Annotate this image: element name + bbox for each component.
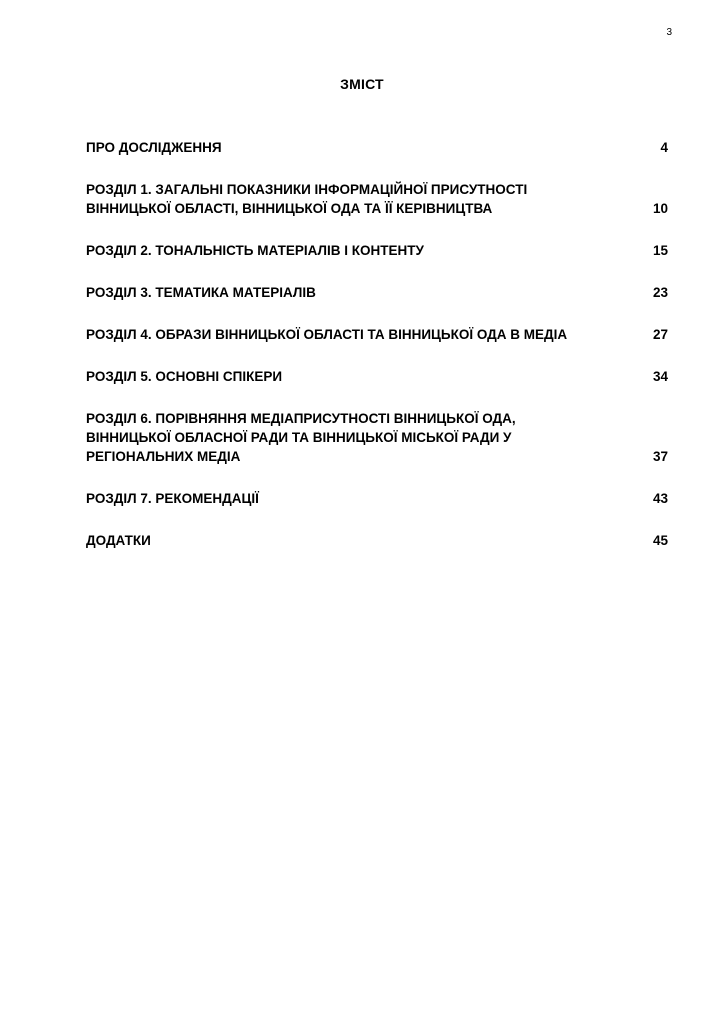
toc-entry[interactable]	[86, 180, 668, 218]
toc-entry-page-number: 34	[652, 369, 668, 384]
toc-entry-page-number: 43	[652, 491, 668, 506]
toc-entry-page-number: 37	[652, 449, 668, 464]
table-of-contents	[86, 138, 668, 573]
toc-entry-label-line: РОЗДІЛ 2. ТОНАЛЬНІСТЬ МАТЕРІАЛІВ І КОНТЕНТУ	[86, 243, 424, 258]
toc-entry-label	[86, 531, 644, 550]
toc-entry-label-line: ВІННИЦЬКОЇ ОБЛАСТІ, ВІННИЦЬКОЇ ОДА ТА ЇЇ КЕРІВНИЦТВА	[86, 201, 493, 216]
page-number: 3	[666, 27, 672, 38]
toc-entry-label-line: ДОДАТКИ	[86, 533, 151, 548]
toc-entry-page-number: 23	[652, 285, 668, 300]
toc-entry[interactable]	[86, 283, 668, 302]
toc-entry[interactable]	[86, 325, 668, 344]
toc-entry-label-line: РОЗДІЛ 7. РЕКОМЕНДАЦІЇ	[86, 491, 259, 506]
toc-entry-label	[86, 283, 644, 302]
toc-entry-label	[86, 489, 644, 508]
toc-entry[interactable]	[86, 531, 668, 550]
toc-entry-label	[86, 409, 644, 466]
toc-entry[interactable]	[86, 138, 668, 157]
toc-entry-page-number: 15	[652, 243, 668, 258]
toc-entry-label	[86, 180, 644, 218]
toc-entry[interactable]	[86, 489, 668, 508]
toc-entry-label-line: ВІННИЦЬКОЇ ОБЛАСНОЇ РАДИ ТА ВІННИЦЬКОЇ МІСЬКОЇ РАДИ У	[86, 430, 512, 445]
toc-entry-label-line: РЕГІОНАЛЬНИХ МЕДІА	[86, 449, 241, 464]
toc-entry-label	[86, 367, 644, 386]
toc-entry-page-number: 4	[660, 140, 668, 155]
toc-entry-label-line: ПРО ДОСЛІДЖЕННЯ	[86, 140, 222, 155]
toc-entry-page-number: 10	[652, 201, 668, 216]
toc-entry-page-number: 27	[652, 327, 668, 342]
toc-entry-label	[86, 138, 644, 157]
toc-entry-label-line: РОЗДІЛ 6. ПОРІВНЯННЯ МЕДІАПРИСУТНОСТІ ВІННИЦЬКОЇ ОДА,	[86, 411, 516, 426]
toc-entry-label	[86, 241, 644, 260]
toc-entry-label-line: РОЗДІЛ 3. ТЕМАТИКА МАТЕРІАЛІВ	[86, 285, 316, 300]
toc-title: ЗМІСТ	[340, 76, 384, 92]
toc-entry[interactable]	[86, 241, 668, 260]
toc-entry[interactable]	[86, 409, 668, 466]
toc-entry-label-line: РОЗДІЛ 1. ЗАГАЛЬНІ ПОКАЗНИКИ ІНФОРМАЦІЙНОЇ ПРИСУТНОСТІ	[86, 182, 528, 197]
toc-entry-page-number: 45	[652, 533, 668, 548]
toc-entry-label-line: РОЗДІЛ 5. ОСНОВНІ СПІКЕРИ	[86, 369, 283, 384]
toc-entry-label	[86, 325, 644, 344]
toc-entry[interactable]	[86, 367, 668, 386]
toc-entry-label-line: РОЗДІЛ 4. ОБРАЗИ ВІННИЦЬКОЇ ОБЛАСТІ ТА ВІННИЦЬКОЇ ОДА В МЕДІА	[86, 327, 568, 342]
